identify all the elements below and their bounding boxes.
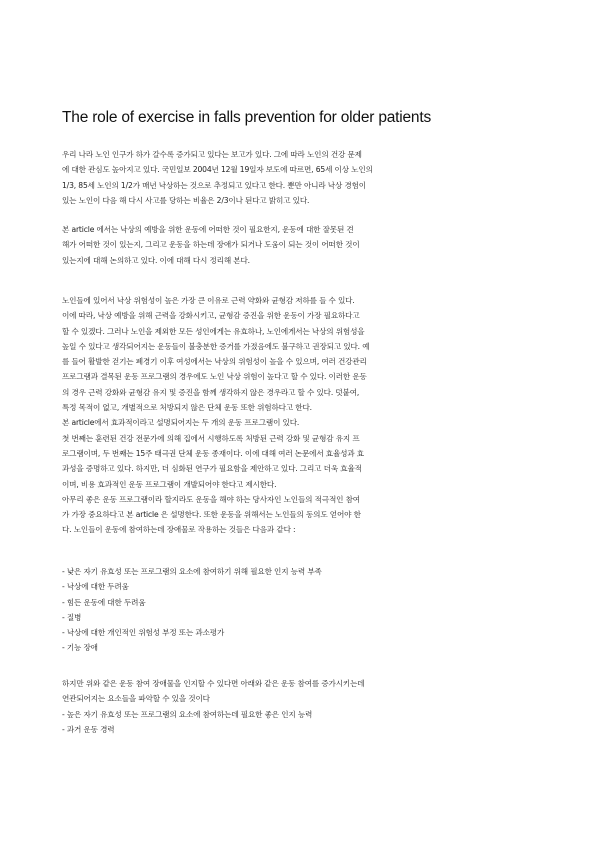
text-line: 과성을 증명하고 있다. 하지만, 더 심화된 연구가 필요함을 제안하고 있다. 그리고 더욱 효율적	[62, 464, 362, 474]
list-item: - 낙상에 대한 두려움	[62, 582, 129, 592]
list-item: - 낙상에 대한 개인적인 위험성 부정 또는 과소평가	[62, 628, 225, 638]
text-line: 다. 노인들이 운동에 참여하는데 장애물로 작용하는 것들은 다음과 같다 :	[62, 525, 296, 535]
text-line: 이에 따라, 낙상 예방을 위해 근력을 강화시키고, 균형감 증진을 위한 운동이 가장 필요하다고	[62, 311, 360, 321]
text-line: 에 대한 관심도 높아지고 있다. 국민일보 2004년 12월 19일자 보도에 따르면, 65세 이상 노인의	[62, 165, 373, 175]
text-line: 프로그램과 결목된 운동 프로그램의 경우에도 노인 낙상 위험이 높다고 할 수 있다. 이러한 운동	[62, 372, 367, 382]
text-line: 이며, 비용 효과적인 운동 프로그램이 개발되어야 한다고 제시한다.	[62, 479, 277, 489]
list-item: - 힘든 운동에 대한 두려움	[62, 597, 146, 607]
list-item: - 질병	[62, 612, 82, 622]
paragraph-article-scope	[62, 222, 530, 268]
list-item: - 과거 운동 경력	[62, 724, 115, 734]
text-line: 특정 목적이 없고, 개별적으로 처방되지 않은 단체 운동 또한 위험하다고 한다.	[62, 403, 312, 413]
paragraph-facilitators	[62, 676, 530, 737]
text-line: 아무리 좋은 운동 프로그램이라 할지라도 운동을 해야 하는 당사자인 노인들의 적극적인 참여	[62, 494, 360, 504]
text-line: 의 경우 근력 강화와 균형감 유지 및 증진을 함께 생각하지 않은 경우라고 할 수 있다. 덧붙여,	[62, 387, 360, 397]
text-line: 해가 어떠한 것이 있는지, 그리고 운동을 하는데 장애가 되거나 도움이 되는 것이 어떠한 것이	[62, 240, 360, 250]
text-line: 높일 수 있다고 생각되어지는 운동들이 불충분한 증거를 가졌음에도 불구하고 권장되고 있다. 예	[62, 341, 370, 351]
paragraph-main-body	[62, 293, 530, 538]
text-line: 할 수 있겠다. 그러나 노인을 제외한 모든 성인에게는 유효하나, 노인에게서는 낙상의 위험성을	[62, 326, 365, 336]
text-line: 를 들어 활발한 걷기는 폐경기 이후 여성에서는 낙상의 위험성이 높을 수 있으며, 여러 건강관리	[62, 357, 367, 367]
text-line: 있는 노인이 다음 해 다시 사고를 당하는 비율은 2/3이나 된다고 밝히고 있다.	[62, 195, 310, 205]
text-line: 연관되어지는 요소들을 파악할 수 있을 것이다	[62, 694, 210, 704]
text-line: 로그램이며, 두 번째는 15주 태극권 단체 운동 종재이다. 이에 대해 여러 논문에서 효율성과 효	[62, 448, 364, 458]
text-line: 노인들에 있어서 낙상 위험성이 높은 가장 큰 이유로 근력 약화와 균형감 저하를 들 수 있다.	[62, 296, 355, 305]
barriers-list	[62, 564, 530, 656]
text-line: 가 가장 중요하다고 본 article 은 설명한다. 또한 운동을 위해서는 노인들의 동의도 얻어야 한	[62, 510, 361, 520]
list-item: - 낮은 자기 유효성 또는 프로그램의 요소에 참여하기 위해 필요한 인지 능력 부족	[62, 567, 322, 576]
text-line: 첫 번째는 훈련된 건강 전문가에 의해 집에서 시행하도록 처방된 근력 강화 및 균형감 유지 프	[62, 433, 360, 443]
text-line: 본 article 에서는 낙상의 예방을 위한 운동에 어떠한 것이 필요한지, 운동에 대한 잘못된 견	[62, 225, 354, 234]
paragraph-intro	[62, 147, 530, 208]
text-line: 우리 나라 노인 인구가 하가 갈수록 증가되고 있다는 보고가 있다. 그에 따라 노인의 건강 문제	[62, 150, 362, 159]
list-item: - 높은 자기 유효성 또는 프로그램의 요소에 참여하는데 필요한 좋은 인지 능력	[62, 709, 313, 719]
text-line: 있는지에 대해 논의하고 있다. 이에 대해 다시 정리해 본다.	[62, 255, 250, 265]
document-title: The role of exercise in falls prevention for older patients	[62, 109, 432, 126]
list-item: - 기능 장애	[62, 643, 98, 653]
text-line: 1/3, 85세 노인의 1/2가 매년 낙상하는 것으로 추정되고 있다고 한다. 뿐만 아니라 낙상 경험이	[62, 180, 366, 190]
text-line: 하지만 위와 같은 운동 참여 장애물을 인지할 수 있다면 아래와 같은 운동 참여를 증가시키는데	[62, 679, 365, 688]
text-line: 본 article에서 효과적이라고 설명되어지는 두 개의 운동 프로그램이 있다.	[62, 418, 300, 428]
